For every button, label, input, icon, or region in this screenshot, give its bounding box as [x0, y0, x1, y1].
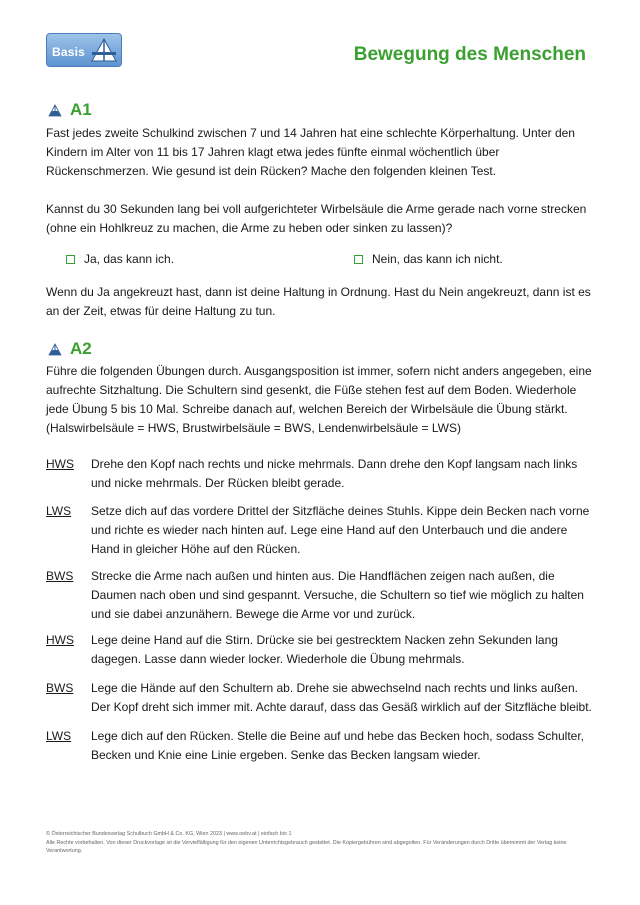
- exercise-text: Lege dich auf den Rücken. Stelle die Beine auf und hebe das Becken hoch, sodass Schulter, Becken und Knie eine Linie ergeben. Senke das Becken langsam wieder.: [91, 729, 585, 762]
- footer: [46, 830, 594, 856]
- checkbox-yes[interactable]: [66, 255, 75, 264]
- footer-rights: Alle Rechte vorbehalten. Von dieser Druckvorlage ist die Vervielfältigung für den eigenen Unterrichtsgebrauch gestattet. Die Kopiergebühren sind abgegolten. Für Veränderungen durch Dritte übernimmt der Verlag keine Verantwortung.: [46, 839, 567, 854]
- section-a1-label: A1: [70, 100, 92, 119]
- section-a1-heading: [48, 100, 92, 120]
- checkbox-no[interactable]: [354, 255, 363, 264]
- exercise-code: HWS: [46, 457, 74, 471]
- option-yes-label: Ja, das kann ich.: [84, 252, 175, 266]
- exercise-item: [46, 631, 594, 669]
- section-a2-label: A2: [70, 339, 92, 358]
- option-no-label: Nein, das kann ich nicht.: [372, 252, 503, 266]
- a1-intro: Fast jedes zweite Schulkind zwischen 7 und 14 Jahren hat eine schlechte Körperhaltung. Unter den Kindern im Alter von 11 bis 17 Jahren klagt etwa jedes fünfte einmal wöchentlich über Rückenschmerzen. Wie gesund ist dein Rücken? Mache den folgenden kleinen Test.: [46, 126, 575, 178]
- option-yes[interactable]: [66, 252, 174, 266]
- section-a2-heading: [48, 339, 92, 359]
- exercise-code: BWS: [46, 681, 74, 695]
- exercise-item: [46, 455, 594, 493]
- level-triangle-icon: [48, 104, 62, 117]
- exercise-code: LWS: [46, 729, 72, 743]
- level-triangle-icon: [90, 37, 118, 63]
- a1-question: Kannst du 30 Sekunden lang bei voll aufgerichteter Wirbelsäule die Arme gerade nach vorne strecken (ohne ein Hohlkreuz zu machen, die Arme zu heben oder sinken zu lassen)?: [46, 202, 587, 235]
- exercise-text: Lege die Hände auf den Schultern ab. Drehe sie abwechselnd nach rechts und links außen. Der Kopf dreht sich immer mit. Achte darauf, dass das Gesäß wirklich auf der Sitzfläche bleibt.: [91, 681, 592, 714]
- exercise-item: [46, 679, 594, 717]
- a1-result: Wenn du Ja angekreuzt hast, dann ist deine Haltung in Ordnung. Hast du Nein angekreuzt, dann ist es an der Zeit, etwas für deine Haltung zu tun.: [46, 285, 591, 318]
- a2-intro: Führe die folgenden Übungen durch. Ausgangsposition ist immer, sofern nicht anders angegeben, eine aufrechte Sitzhaltung. Die Schultern sind gesenkt, die Füße stehen fest auf dem Boden. Wiederhole jede Übung 5 bis 10 Mal. Schreibe danach auf, welchen Bereich der Wirbelsäule die Übung stärkt. (Halswirbelsäule = HWS, Brustwirbelsäule = BWS, Lendenwirbelsäule = LWS): [46, 364, 592, 435]
- exercise-text: Setze dich auf das vordere Drittel der Sitzfläche deines Stuhls. Kippe dein Becken nach vorne und richte es wieder nach hinten auf. Lege eine Hand auf den Unterbauch und die andere Hand in gleicher Höhe auf den Rücken.: [91, 504, 590, 556]
- exercise-code: BWS: [46, 569, 74, 583]
- option-no[interactable]: [354, 252, 503, 266]
- exercise-item: [46, 727, 594, 765]
- exercise-item: [46, 502, 594, 559]
- exercise-code: HWS: [46, 633, 74, 647]
- page-title: Bewegung des Menschen: [353, 44, 586, 65]
- exercise-code: LWS: [46, 504, 72, 518]
- exercise-item: [46, 567, 594, 624]
- level-triangle-icon: [48, 343, 62, 356]
- exercise-text: Strecke die Arme nach außen und hinten aus. Die Handflächen zeigen nach außen, die Daumen nach oben und sind gespannt. Versuche, die Schultern so tief wie möglich zu halten und sie dabei anzunähern. Bewege die Arme vor und zurück.: [91, 569, 584, 621]
- footer-copyright: © Österreichischer Bundesverlag Schulbuch GmbH & Co. KG, Wien 2023 | www.oebv.at | einfach bio 1: [46, 831, 292, 837]
- logo-text: Basis: [52, 45, 86, 59]
- basis-logo: [46, 33, 122, 67]
- exercise-text: Lege deine Hand auf die Stirn. Drücke sie bei gestrecktem Nacken zehn Sekunden lang dagegen. Lasse dann wieder locker. Wiederhole die Übung mehrmals.: [91, 633, 558, 666]
- exercise-text: Drehe den Kopf nach rechts und nicke mehrmals. Dann drehe den Kopf langsam nach links und nicke mehrmals. Der Rücken bleibt gerade.: [91, 457, 578, 490]
